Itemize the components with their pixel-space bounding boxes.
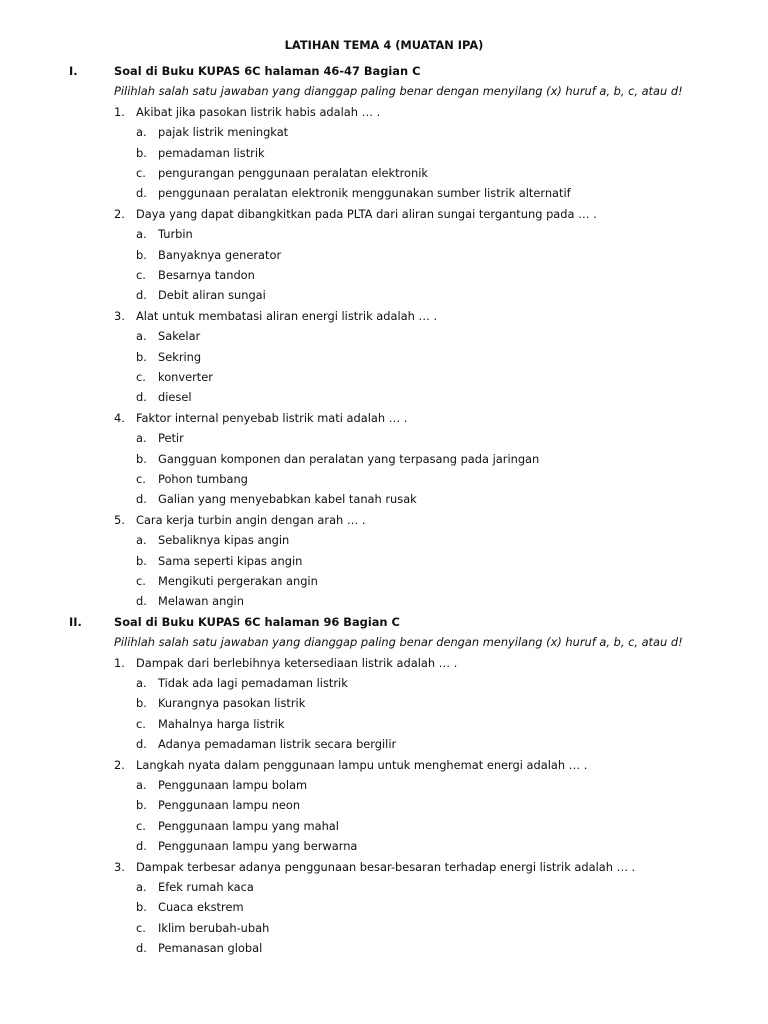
option-letter: d. (136, 941, 147, 956)
option-text: Penggunaan lampu bolam (158, 778, 308, 792)
question-text: Akibat jika pasokan listrik habis adalah … . (136, 104, 381, 119)
option-letter: a. (136, 880, 147, 894)
section-number: II. (69, 614, 82, 629)
option-letter: c. (136, 818, 146, 833)
section-instruction: Pilihlah salah satu jawaban yang dianggap paling benar dengan menyilang (x) huruf a, b, c, atau d! (114, 635, 683, 650)
option-text: Pohon tumbang (158, 472, 248, 486)
question-number: 2. (114, 757, 125, 772)
option-text: Debit aliran sungai (158, 288, 266, 303)
question-text: Alat untuk membatasi aliran energi listrik adalah … . (136, 308, 438, 323)
option-letter: d. (136, 288, 147, 303)
option-text: Turbin (158, 227, 193, 242)
page-title: LATIHAN TEMA 4 (MUATAN IPA) (284, 38, 484, 52)
option-text: Galian yang menyebabkan kabel tanah rusak (158, 492, 417, 507)
option-text: Cuaca ekstrem (158, 900, 244, 915)
option-text: Adanya pemadaman listrik secara bergilir (158, 737, 397, 752)
option-text: Mengikuti pergerakan angin (158, 574, 318, 588)
section-number: I. (69, 64, 78, 78)
option-letter: b. (136, 145, 147, 160)
option-letter: d. (136, 492, 147, 507)
option-letter: a. (136, 125, 147, 140)
option-text: Sekring (158, 349, 202, 364)
option-letter: a. (136, 676, 147, 690)
option-letter: d. (136, 390, 147, 405)
option-text: konverter (158, 370, 213, 384)
option-letter: b. (136, 900, 147, 915)
question-text: Dampak dari berlebihnya ketersediaan listrik adalah … . (136, 655, 458, 670)
option-text: Melawan angin (158, 594, 244, 609)
question-number: 5. (114, 512, 125, 527)
option-letter: c. (136, 920, 146, 935)
question-number: 3. (114, 859, 125, 874)
option-letter: b. (136, 696, 147, 711)
option-text: Penggunaan lampu yang berwarna (158, 839, 358, 854)
option-text: Gangguan komponen dan peralatan yang terpasang pada jaringan (158, 451, 540, 466)
option-text: Penggunaan lampu yang mahal (158, 818, 339, 833)
option-letter: d. (136, 594, 147, 609)
option-letter: b. (136, 451, 147, 466)
question-number: 1. (114, 104, 125, 119)
question-text: Daya yang dapat dibangkitkan pada PLTA dari aliran sungai tergantung pada … . (136, 206, 597, 221)
option-text: Petir (158, 431, 184, 446)
option-text: Sebaliknya kipas angin (158, 533, 290, 548)
option-text: penggunaan peralatan elektronik menggunakan sumber listrik alternatif (158, 186, 571, 201)
option-text: diesel (158, 390, 192, 405)
option-letter: c. (136, 166, 146, 180)
option-letter: a. (136, 329, 147, 344)
question-number: 3. (114, 308, 125, 323)
option-text: Iklim berubah-ubah (158, 920, 270, 935)
option-text: Penggunaan lampu neon (158, 798, 301, 813)
section-instruction: Pilihlah salah satu jawaban yang dianggap paling benar dengan menyilang (x) huruf a, b, c, atau d! (114, 84, 683, 99)
option-letter: b. (136, 553, 147, 568)
option-letter: a. (136, 778, 147, 792)
question-text: Langkah nyata dalam penggunaan lampu untuk menghemat energi adalah … . (136, 757, 588, 772)
option-letter: c. (136, 574, 146, 588)
question-text: Dampak terbesar adanya penggunaan besar-besaran terhadap energi listrik adalah … . (136, 859, 636, 874)
option-text: Tidak ada lagi pemadaman listrik (158, 676, 348, 690)
option-letter: b. (136, 349, 147, 364)
question-number: 1. (114, 655, 125, 670)
option-text: Besarnya tandon (158, 268, 255, 282)
option-letter: b. (136, 247, 147, 262)
option-text: Sama seperti kipas angin (158, 553, 303, 568)
option-letter: c. (136, 268, 146, 282)
option-letter: d. (136, 737, 147, 752)
option-letter: d. (136, 839, 147, 854)
option-letter: a. (136, 227, 147, 242)
option-text: Mahalnya harga listrik (158, 716, 285, 731)
option-letter: a. (136, 533, 147, 548)
option-letter: d. (136, 186, 147, 201)
question-text: Cara kerja turbin angin dengan arah … . (136, 512, 366, 527)
option-text: pajak listrik meningkat (158, 125, 289, 140)
option-text: Sakelar (158, 329, 201, 344)
option-letter: c. (136, 472, 146, 486)
option-letter: c. (136, 370, 146, 384)
option-text: pemadaman listrik (158, 145, 265, 160)
section-title: Soal di Buku KUPAS 6C halaman 96 Bagian C (114, 614, 400, 629)
option-text: Banyaknya generator (158, 247, 282, 262)
option-letter: c. (136, 716, 146, 731)
option-letter: b. (136, 798, 147, 813)
section-title: Soal di Buku KUPAS 6C halaman 46-47 Bagian C (114, 64, 421, 78)
question-text: Faktor internal penyebab listrik mati adalah … . (136, 410, 408, 425)
option-text: Pemanasan global (158, 941, 263, 956)
option-text: pengurangan penggunaan peralatan elektronik (158, 166, 428, 180)
option-text: Efek rumah kaca (158, 880, 254, 894)
option-text: Kurangnya pasokan listrik (158, 696, 306, 711)
question-number: 2. (114, 206, 125, 221)
question-number: 4. (114, 410, 125, 425)
option-letter: a. (136, 431, 147, 446)
